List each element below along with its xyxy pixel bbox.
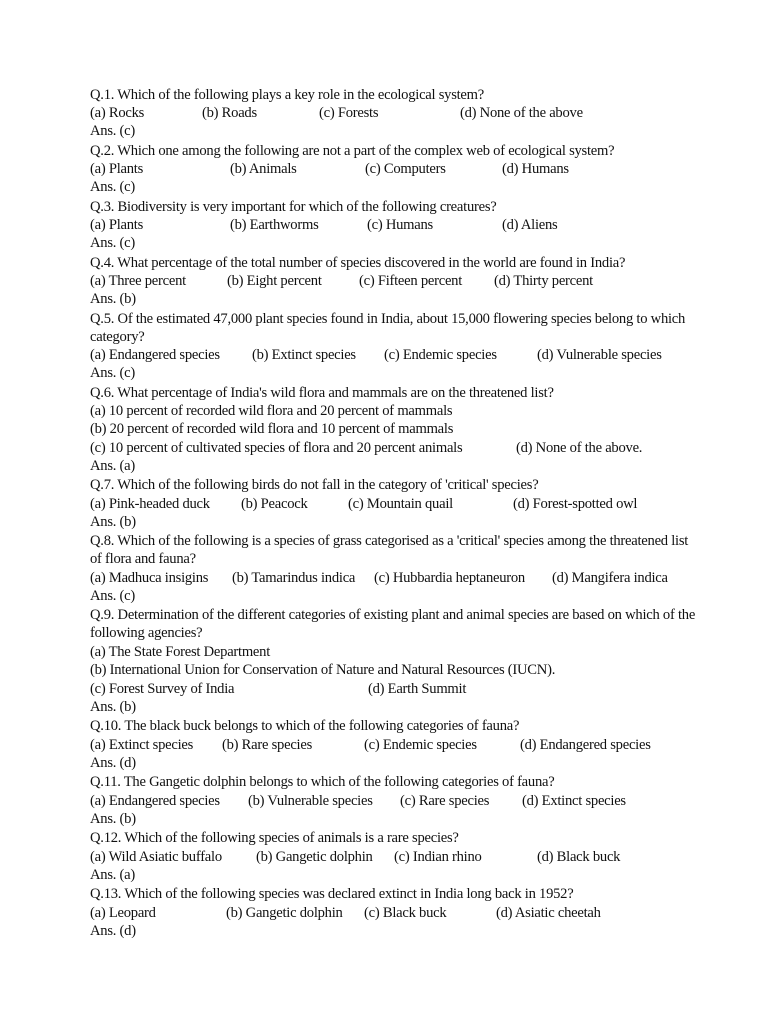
option-c: (c) Computers	[365, 161, 446, 177]
option-d: (d) Extinct species	[522, 793, 626, 809]
option-c: (c) Forests	[319, 105, 379, 121]
question-text: Q.1. Which of the following plays a key role in the ecological system?	[90, 87, 484, 103]
option-a: (a) Pink-headed duck	[90, 496, 210, 512]
option-b: (b) Extinct species	[252, 347, 356, 363]
question-text: Q.3. Biodiversity is very important for which of the following creatures?	[90, 199, 497, 215]
option-c: (c) Forest Survey of India	[90, 681, 235, 697]
option-a: (a) Three percent	[90, 273, 186, 289]
option-a: (a) Endangered species	[90, 347, 220, 363]
option-d: (d) Earth Summit	[368, 681, 467, 697]
answer: Ans. (c)	[90, 235, 136, 251]
answer: Ans. (c)	[90, 123, 136, 139]
option-d: (d) Asiatic cheetah	[496, 905, 601, 921]
question-text: Q.5. Of the estimated 47,000 plant species found in India, about 15,000 flowering species belong to which	[90, 311, 686, 327]
option-a: (a) Endangered species	[90, 793, 220, 809]
option-b: (b) Peacock	[241, 496, 308, 512]
option-a: (a) Wild Asiatic buffalo	[90, 849, 222, 865]
option-a: (a) Plants	[90, 161, 144, 177]
option-b: (b) Tamarindus indica	[232, 570, 356, 586]
question-text: Q.4. What percentage of the total number of species discovered in the world are found in India?	[90, 255, 626, 271]
option-a: (a) 10 percent of recorded wild flora and 20 percent of mammals	[90, 403, 453, 419]
answer: Ans. (b)	[90, 811, 136, 827]
option-d: (d) Aliens	[502, 217, 558, 233]
option-b: (b) Vulnerable species	[248, 793, 373, 809]
answer: Ans. (d)	[90, 923, 136, 939]
answer: Ans. (c)	[90, 179, 136, 195]
answer: Ans. (b)	[90, 291, 136, 307]
question-text: Q.13. Which of the following species was declared extinct in India long back in 1952?	[90, 886, 574, 902]
option-a: (a) Madhuca insigins	[90, 570, 209, 586]
answer: Ans. (c)	[90, 365, 136, 381]
option-b: (b) 20 percent of recorded wild flora and 10 percent of mammals	[90, 421, 454, 437]
answer: Ans. (b)	[90, 699, 136, 715]
question-text: Q.6. What percentage of India's wild flora and mammals are on the threatened list?	[90, 385, 554, 401]
question-text-continued: following agencies?	[90, 625, 203, 641]
option-d: (d) Forest-spotted owl	[513, 496, 638, 512]
option-d: (d) Thirty percent	[494, 273, 593, 289]
option-c: (c) Rare species	[400, 793, 490, 809]
option-b: (b) Gangetic dolphin	[226, 905, 343, 921]
option-c: (c) Humans	[367, 217, 433, 233]
option-d: (d) None of the above.	[516, 440, 643, 456]
question-text: Q.2. Which one among the following are not a part of the complex web of ecological system?	[90, 143, 615, 159]
option-a: (a) Leopard	[90, 905, 156, 921]
option-b: (b) Roads	[202, 105, 257, 121]
option-c: (c) Mountain quail	[348, 496, 453, 512]
option-c: (c) 10 percent of cultivated species of flora and 20 percent animals	[90, 440, 463, 456]
option-a: (a) Rocks	[90, 105, 145, 121]
question-text: Q.11. The Gangetic dolphin belongs to which of the following categories of fauna?	[90, 774, 555, 790]
question-text: Q.12. Which of the following species of animals is a rare species?	[90, 830, 459, 846]
option-b: (b) Earthworms	[230, 217, 319, 233]
option-a: (a) Plants	[90, 217, 144, 233]
question-text: Q.8. Which of the following is a species of grass categorised as a 'critical' species among the threatened list	[90, 533, 689, 549]
option-d: (d) Humans	[502, 161, 569, 177]
option-d: (d) Vulnerable species	[537, 347, 662, 363]
option-d: (d) None of the above	[460, 105, 583, 121]
option-b: (b) Eight percent	[227, 273, 322, 289]
option-d: (d) Mangifera indica	[552, 570, 668, 586]
option-c: (c) Endemic species	[364, 737, 477, 753]
option-a: (a) Extinct species	[90, 737, 194, 753]
option-b: (b) Rare species	[222, 737, 313, 753]
option-d: (d) Black buck	[537, 849, 621, 865]
option-b: (b) Gangetic dolphin	[256, 849, 373, 865]
option-d: (d) Endangered species	[520, 737, 651, 753]
question-text-continued: of flora and fauna?	[90, 551, 196, 567]
answer: Ans. (b)	[90, 514, 136, 530]
option-c: (c) Fifteen percent	[359, 273, 463, 289]
option-c: (c) Black buck	[364, 905, 447, 921]
option-a: (a) The State Forest Department	[90, 644, 271, 660]
question-text: Q.9. Determination of the different categories of existing plant and animal species are based on which of the	[90, 607, 696, 623]
option-b: (b) Animals	[230, 161, 297, 177]
option-c: (c) Indian rhino	[394, 849, 482, 865]
answer: Ans. (d)	[90, 755, 136, 771]
answer: Ans. (c)	[90, 588, 136, 604]
option-c: (c) Endemic species	[384, 347, 497, 363]
answer: Ans. (a)	[90, 458, 136, 474]
question-text: Q.10. The black buck belongs to which of the following categories of fauna?	[90, 718, 520, 734]
option-c: (c) Hubbardia heptaneuron	[374, 570, 525, 586]
answer: Ans. (a)	[90, 867, 136, 883]
option-b: (b) International Union for Conservation of Nature and Natural Resources (IUCN).	[90, 662, 556, 678]
question-text: Q.7. Which of the following birds do not fall in the category of 'critical' species?	[90, 477, 539, 493]
question-text-continued: category?	[90, 329, 145, 345]
